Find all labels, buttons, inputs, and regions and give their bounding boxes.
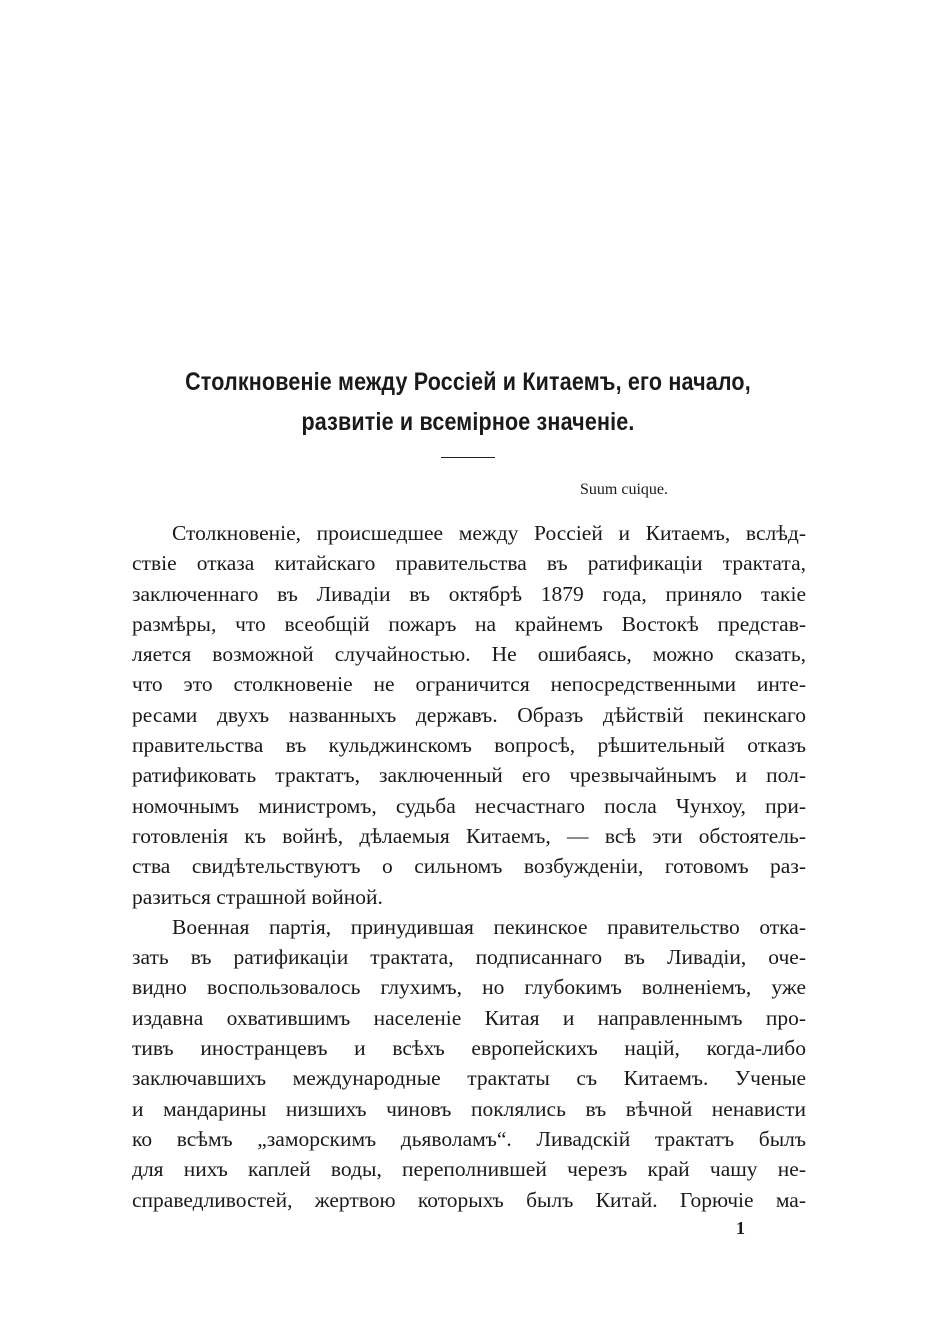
epigraph: Suum cuique. xyxy=(580,481,668,498)
text-line: издавна охватившимъ населеніе Китая и направленнымъ про- xyxy=(132,1005,806,1030)
chapter-title-line-2: развитіе и всемірное значеніе. xyxy=(301,408,635,436)
text-line: и мандарины низшихъ чиновъ поклялись въ вѣчной ненависти xyxy=(132,1096,806,1121)
text-line: справедливостей, жертвою которыхъ былъ Китай. Горючіе ма- xyxy=(132,1187,806,1212)
text-line: ляется возможной случайностью. Не ошибаясь, можно сказать, xyxy=(132,642,806,667)
text-line: для нихъ каплей воды, переполнившей черезъ край чашу не- xyxy=(132,1157,806,1182)
text-line: ко всѣмъ „заморскимъ дьяволамъ“. Ливадскій трактатъ былъ xyxy=(132,1126,806,1151)
text-line: зать въ ратификаціи трактата, подписаннаго въ Ливадіи, оче- xyxy=(132,945,806,970)
title-divider xyxy=(441,457,495,458)
text-line: ствіе отказа китайскаго правительства въ ратификаціи трактата, xyxy=(132,551,806,576)
text-line: ратификовать трактатъ, заключенный его чрезвычайнымъ и пол- xyxy=(132,763,806,788)
text-line: заключавшихъ международные трактаты съ Китаемъ. Ученые xyxy=(132,1066,806,1091)
paragraph-1 xyxy=(132,518,806,912)
text-line: ресами двухъ названныхъ державъ. Образъ дѣйствій пекинскаго xyxy=(132,702,806,727)
body-text xyxy=(132,518,806,1215)
text-line: тивъ иностранцевъ и всѣхъ европейскихъ націй, когда-либо xyxy=(132,1036,806,1061)
text-line: ства свидѣтельствуютъ о сильномъ возбужденіи, готовомъ раз- xyxy=(132,854,806,879)
text-line: Столкновеніе, происшедшее между Россіей и Китаемъ, вслѣд- xyxy=(172,521,806,545)
text-line: размѣры, что всеобщій пожаръ на крайнемъ Востокѣ представ- xyxy=(132,611,806,636)
text-line: номочнымъ министромъ, судьба несчастнаго посла Чунхоу, при- xyxy=(132,793,806,818)
chapter-title xyxy=(152,362,785,442)
chapter-title-line-1: Столкновеніе между Россіей и Китаемъ, его начало, xyxy=(185,368,751,396)
page-number: 1 xyxy=(736,1218,745,1238)
text-line: правительства въ кульджинскомъ вопросѣ, рѣшительный отказъ xyxy=(132,733,806,758)
text-line: заключеннаго въ Ливадіи въ октябрѣ 1879 года, приняло такіе xyxy=(132,581,806,606)
text-line: видно воспользовалось глухимъ, но глубокимъ волненіемъ, уже xyxy=(132,975,806,1000)
text-line: что это столкновеніе не ограничится непосредственными инте- xyxy=(132,672,806,697)
text-line: разиться страшной войной. xyxy=(132,884,383,909)
text-line: готовленія къ войнѣ, дѣлаемыя Китаемъ, — всѣ эти обстоятель- xyxy=(132,823,806,848)
text-line: Военная партія, принудившая пекинское правительство отка- xyxy=(172,914,806,939)
paragraph-2 xyxy=(132,912,806,1215)
